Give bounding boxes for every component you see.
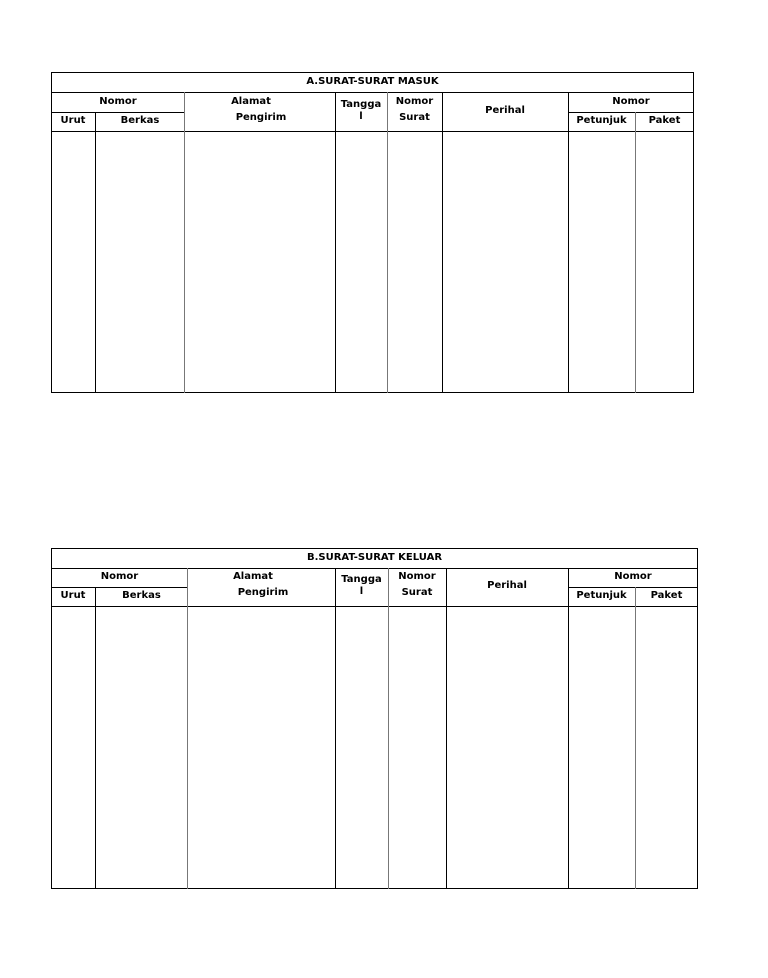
- header-berkas: Berkas: [122, 590, 161, 601]
- col-divider-alamat: [335, 92, 336, 393]
- nomor-group-divider: [51, 587, 188, 588]
- table-title: B.SURAT-SURAT KELUAR: [306, 552, 443, 563]
- table-surat-masuk: [51, 72, 694, 393]
- header-nomor: Nomor: [100, 571, 139, 582]
- header-nomor-surat-1: Nomor: [398, 571, 436, 582]
- header-pengirim: Pengirim: [235, 112, 287, 123]
- header-berkas: Berkas: [120, 115, 160, 126]
- col-divider-petunjuk: [635, 587, 636, 889]
- header-nomor-right: Nomor: [612, 96, 650, 107]
- header-paket: Paket: [650, 590, 683, 601]
- header-nomor: Nomor: [99, 96, 137, 107]
- header-urut: Urut: [60, 590, 86, 601]
- header-bottom-divider: [51, 606, 698, 607]
- col-divider-alamat: [335, 568, 336, 889]
- header-alamat: Alamat: [233, 571, 273, 582]
- table-title: A.SURAT-SURAT MASUK: [306, 76, 439, 87]
- header-paket: Paket: [648, 115, 681, 126]
- header-tanggal-1: Tangga: [341, 574, 382, 585]
- header-nomor-surat-2: Surat: [399, 112, 430, 123]
- col-divider-perihal: [568, 568, 569, 889]
- title-divider: [51, 568, 698, 569]
- nomor-right-group-divider: [568, 112, 694, 113]
- header-perihal: Perihal: [485, 105, 525, 116]
- header-pengirim: Pengirim: [237, 587, 289, 598]
- header-nomor-surat-1: Nomor: [395, 96, 434, 107]
- col-divider-berkas: [187, 568, 188, 889]
- col-divider-petunjuk: [635, 112, 636, 393]
- col-divider-perihal: [568, 92, 569, 393]
- title-divider: [51, 92, 694, 93]
- header-urut: Urut: [60, 115, 86, 126]
- col-divider-tanggal: [388, 568, 389, 889]
- nomor-right-group-divider: [568, 587, 698, 588]
- header-nomor-right: Nomor: [614, 571, 652, 582]
- header-petunjuk: Petunjuk: [576, 115, 627, 126]
- header-tanggal-1: Tangga: [340, 99, 382, 110]
- header-bottom-divider: [51, 131, 694, 132]
- header-nomor-surat-2: Surat: [401, 587, 433, 598]
- header-petunjuk: Petunjuk: [576, 590, 627, 601]
- col-divider-urut: [95, 112, 96, 393]
- header-tanggal-2: l: [359, 111, 363, 122]
- header-alamat: Alamat: [231, 96, 271, 107]
- nomor-group-divider: [51, 112, 185, 113]
- col-divider-nomor-surat: [446, 568, 447, 889]
- col-divider-urut: [95, 587, 96, 889]
- col-divider-berkas: [184, 92, 185, 393]
- table-surat-keluar: [51, 548, 698, 889]
- header-tanggal-2: l: [359, 586, 364, 597]
- col-divider-tanggal: [387, 92, 388, 393]
- header-perihal: Perihal: [487, 580, 527, 591]
- col-divider-nomor-surat: [442, 92, 443, 393]
